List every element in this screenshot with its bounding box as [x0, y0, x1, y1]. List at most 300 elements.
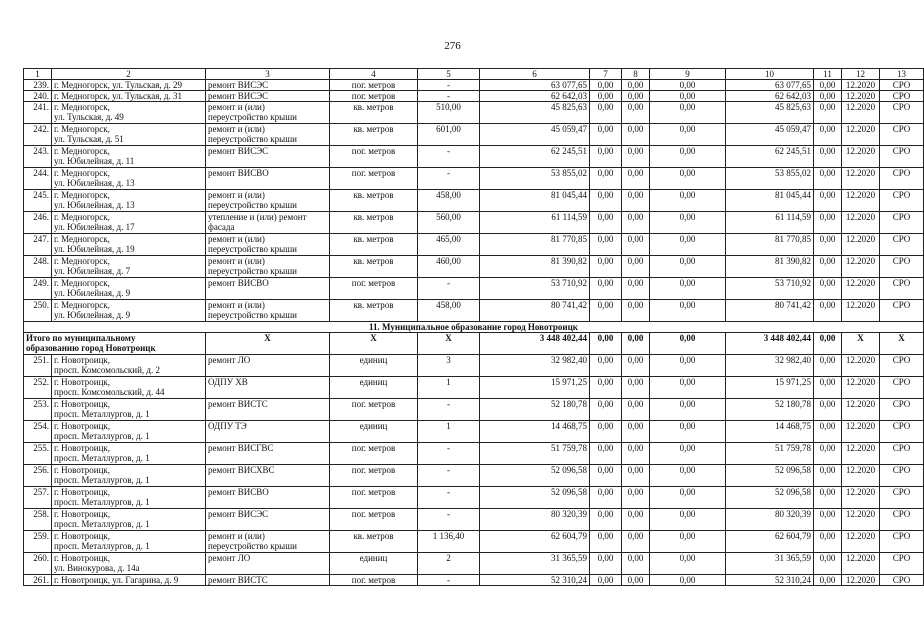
value-cell: 0,00 — [650, 443, 726, 465]
table-row — [24, 443, 924, 465]
value-cell: 0,00 — [650, 553, 726, 575]
work-type-cell — [206, 190, 330, 212]
deadline-cell: 12.2020 — [842, 278, 880, 300]
method-cell: СРО — [880, 146, 924, 168]
total-label-line: образованию город Новотроицк — [26, 343, 156, 353]
work-type-cell — [206, 421, 330, 443]
address-line: г. Медногорск, — [54, 234, 110, 244]
address-cell — [52, 146, 206, 168]
address-line: ул. Винокурова, д. 14а — [54, 563, 140, 573]
total-value: X — [842, 333, 880, 355]
cost-cell: 52 096,58 — [480, 487, 590, 509]
value-cell: 0,00 — [590, 91, 622, 102]
column-number: 1 — [24, 69, 52, 80]
work-type-line: ремонт и (или) — [208, 234, 265, 244]
work-type-cell — [206, 575, 330, 586]
address-line: г. Медногорск, — [54, 124, 110, 134]
method-cell: СРО — [880, 278, 924, 300]
value-cell: 0,00 — [650, 124, 726, 146]
work-type-cell — [206, 377, 330, 399]
work-type-cell — [206, 553, 330, 575]
quantity-cell: - — [418, 278, 480, 300]
value-cell: 0,00 — [814, 146, 842, 168]
cost-cell: 51 759,78 — [480, 443, 590, 465]
unit-cell: пог. метров — [330, 487, 418, 509]
work-type-cell — [206, 124, 330, 146]
page-number: 276 — [444, 40, 461, 52]
value-cell: 0,00 — [650, 509, 726, 531]
total-cost-cell: 80 741,42 — [726, 300, 814, 322]
address-line: просп. Металлургов, д. 1 — [54, 453, 150, 463]
value-cell: 0,00 — [590, 465, 622, 487]
address-line: г. Медногорск, ул. Тульская, д. 31 — [54, 91, 182, 101]
value-cell: 0,00 — [650, 377, 726, 399]
quantity-cell: 458,00 — [418, 300, 480, 322]
address-cell — [52, 168, 206, 190]
method-cell: СРО — [880, 256, 924, 278]
row-number: 243. — [24, 146, 52, 168]
value-cell: 0,00 — [814, 91, 842, 102]
address-line: г. Медногорск, — [54, 212, 110, 222]
value-cell: 0,00 — [590, 190, 622, 212]
quantity-cell: 3 — [418, 355, 480, 377]
value-cell: 0,00 — [814, 553, 842, 575]
cost-cell: 81 390,82 — [480, 256, 590, 278]
total-value: 0,00 — [590, 333, 622, 355]
quantity-cell: 1 136,40 — [418, 531, 480, 553]
work-type-line: ремонт и (или) — [208, 102, 265, 112]
table-row — [24, 399, 924, 421]
address-line: просп. Металлургов, д. 1 — [54, 431, 150, 441]
work-type-cell — [206, 256, 330, 278]
value-cell: 0,00 — [650, 190, 726, 212]
value-cell: 0,00 — [814, 102, 842, 124]
unit-cell: пог. метров — [330, 80, 418, 91]
quantity-cell: 560,00 — [418, 212, 480, 234]
value-cell: 0,00 — [650, 421, 726, 443]
table-row — [24, 146, 924, 168]
work-type-line: ремонт и (или) — [208, 256, 265, 266]
row-number: 241. — [24, 102, 52, 124]
deadline-cell: 12.2020 — [842, 146, 880, 168]
address-cell — [52, 300, 206, 322]
value-cell: 0,00 — [650, 80, 726, 91]
value-cell: 0,00 — [590, 102, 622, 124]
unit-cell: пог. метров — [330, 509, 418, 531]
unit-cell: кв. метров — [330, 300, 418, 322]
address-cell — [52, 575, 206, 586]
value-cell: 0,00 — [650, 91, 726, 102]
total-value: X — [330, 333, 418, 355]
address-line: г. Медногорск, — [54, 102, 110, 112]
cost-cell: 63 077,65 — [480, 80, 590, 91]
method-cell: СРО — [880, 234, 924, 256]
value-cell: 0,00 — [622, 487, 650, 509]
column-number: 13 — [880, 69, 924, 80]
value-cell: 0,00 — [622, 575, 650, 586]
value-cell: 0,00 — [622, 146, 650, 168]
value-cell: 0,00 — [814, 234, 842, 256]
table-row — [24, 190, 924, 212]
value-cell: 0,00 — [622, 278, 650, 300]
row-number: 247. — [24, 234, 52, 256]
work-type-line: ремонт ВИСЭС — [208, 509, 269, 519]
quantity-cell: 460,00 — [418, 256, 480, 278]
row-number: 240. — [24, 91, 52, 102]
value-cell: 0,00 — [590, 146, 622, 168]
work-type-cell — [206, 443, 330, 465]
total-cost-cell: 80 320,39 — [726, 509, 814, 531]
work-type-line: переустройство крыши — [208, 200, 297, 210]
address-line: ул. Тульская, д. 49 — [54, 112, 124, 122]
total-cost-cell: 51 759,78 — [726, 443, 814, 465]
work-type-line: ремонт и (или) — [208, 531, 265, 541]
deadline-cell: 12.2020 — [842, 91, 880, 102]
cost-cell: 45 059,47 — [480, 124, 590, 146]
row-number: 252. — [24, 377, 52, 399]
value-cell: 0,00 — [650, 487, 726, 509]
value-cell: 0,00 — [814, 124, 842, 146]
value-cell: 0,00 — [650, 278, 726, 300]
address-cell — [52, 553, 206, 575]
column-number: 6 — [480, 69, 590, 80]
value-cell: 0,00 — [590, 234, 622, 256]
deadline-cell: 12.2020 — [842, 190, 880, 212]
method-cell: СРО — [880, 487, 924, 509]
row-number: 242. — [24, 124, 52, 146]
address-cell — [52, 421, 206, 443]
table-row — [24, 465, 924, 487]
address-cell — [52, 399, 206, 421]
column-number: 3 — [206, 69, 330, 80]
work-type-cell — [206, 355, 330, 377]
quantity-cell: 1 — [418, 421, 480, 443]
unit-cell: пог. метров — [330, 278, 418, 300]
column-number: 2 — [52, 69, 206, 80]
value-cell: 0,00 — [650, 355, 726, 377]
value-cell: 0,00 — [650, 575, 726, 586]
value-cell: 0,00 — [590, 377, 622, 399]
table-row — [24, 234, 924, 256]
cost-cell: 15 971,25 — [480, 377, 590, 399]
value-cell: 0,00 — [650, 531, 726, 553]
deadline-cell: 12.2020 — [842, 102, 880, 124]
cost-cell: 61 114,59 — [480, 212, 590, 234]
address-line: просп. Металлургов, д. 1 — [54, 497, 150, 507]
value-cell: 0,00 — [650, 168, 726, 190]
quantity-cell: - — [418, 443, 480, 465]
address-line: г. Новотроицк, — [54, 553, 111, 563]
work-type-cell — [206, 212, 330, 234]
address-line: просп. Комсомольский, д. 2 — [54, 365, 161, 375]
row-number: 257. — [24, 487, 52, 509]
address-line: г. Новотроицк, ул. Гагарина, д. 9 — [54, 575, 179, 585]
work-type-line: ремонт ВИСТС — [208, 575, 268, 585]
work-type-line: ремонт и (или) — [208, 300, 265, 310]
value-cell: 0,00 — [622, 212, 650, 234]
quantity-cell: 1 — [418, 377, 480, 399]
total-value: 0,00 — [814, 333, 842, 355]
total-cost-cell: 45 825,63 — [726, 102, 814, 124]
cost-cell: 31 365,59 — [480, 553, 590, 575]
table-row — [24, 300, 924, 322]
value-cell: 0,00 — [622, 256, 650, 278]
total-cost-cell: 52 096,58 — [726, 487, 814, 509]
work-type-cell — [206, 168, 330, 190]
total-value: 0,00 — [622, 333, 650, 355]
table-row — [24, 421, 924, 443]
value-cell: 0,00 — [814, 190, 842, 212]
method-cell: СРО — [880, 421, 924, 443]
row-number: 254. — [24, 421, 52, 443]
method-cell: СРО — [880, 509, 924, 531]
work-type-line: фасада — [208, 222, 235, 232]
value-cell: 0,00 — [622, 355, 650, 377]
address-line: ул. Юбилейная, д. 9 — [54, 288, 131, 298]
total-value: 3 448 402,44 — [726, 333, 814, 355]
value-cell: 0,00 — [814, 300, 842, 322]
address-cell — [52, 234, 206, 256]
value-cell: 0,00 — [814, 443, 842, 465]
value-cell: 0,00 — [590, 80, 622, 91]
work-type-cell — [206, 300, 330, 322]
value-cell: 0,00 — [814, 355, 842, 377]
unit-cell: кв. метров — [330, 234, 418, 256]
deadline-cell: 12.2020 — [842, 212, 880, 234]
total-cost-cell: 52 180,78 — [726, 399, 814, 421]
value-cell: 0,00 — [622, 553, 650, 575]
column-number: 9 — [650, 69, 726, 80]
table-row — [24, 553, 924, 575]
work-type-line: ремонт ВИСВО — [208, 168, 269, 178]
quantity-cell: - — [418, 487, 480, 509]
address-cell — [52, 443, 206, 465]
deadline-cell: 12.2020 — [842, 421, 880, 443]
value-cell: 0,00 — [650, 465, 726, 487]
method-cell: СРО — [880, 575, 924, 586]
quantity-cell: - — [418, 509, 480, 531]
table-row — [24, 124, 924, 146]
unit-cell: пог. метров — [330, 91, 418, 102]
work-type-line: ремонт и (или) — [208, 190, 265, 200]
method-cell: СРО — [880, 465, 924, 487]
value-cell: 0,00 — [590, 278, 622, 300]
cost-cell: 52 180,78 — [480, 399, 590, 421]
work-type-cell — [206, 509, 330, 531]
value-cell: 0,00 — [814, 421, 842, 443]
value-cell: 0,00 — [814, 487, 842, 509]
work-type-cell — [206, 102, 330, 124]
unit-cell: кв. метров — [330, 212, 418, 234]
work-type-line: ремонт ЛО — [208, 355, 251, 365]
value-cell: 0,00 — [814, 80, 842, 91]
address-line: просп. Металлургов, д. 1 — [54, 409, 150, 419]
total-cost-cell: 81 045,44 — [726, 190, 814, 212]
work-type-cell — [206, 80, 330, 91]
value-cell: 0,00 — [622, 234, 650, 256]
value-cell: 0,00 — [650, 146, 726, 168]
value-cell: 0,00 — [622, 190, 650, 212]
value-cell: 0,00 — [622, 465, 650, 487]
row-number: 250. — [24, 300, 52, 322]
address-line: г. Медногорск, — [54, 278, 110, 288]
work-type-line: ремонт ВИСВО — [208, 487, 269, 497]
column-number: 7 — [590, 69, 622, 80]
quantity-cell: - — [418, 465, 480, 487]
total-cost-cell: 32 982,40 — [726, 355, 814, 377]
cost-cell: 62 642,03 — [480, 91, 590, 102]
value-cell: 0,00 — [590, 575, 622, 586]
work-type-line: ОДПУ ТЭ — [208, 421, 247, 431]
deadline-cell: 12.2020 — [842, 80, 880, 91]
table-row — [24, 278, 924, 300]
method-cell: СРО — [880, 553, 924, 575]
value-cell: 0,00 — [814, 256, 842, 278]
address-line: просп. Комсомольский, д. 44 — [54, 387, 165, 397]
value-cell: 0,00 — [622, 531, 650, 553]
deadline-cell: 12.2020 — [842, 443, 880, 465]
value-cell: 0,00 — [622, 80, 650, 91]
value-cell: 0,00 — [590, 256, 622, 278]
deadline-cell: 12.2020 — [842, 355, 880, 377]
deadline-cell: 12.2020 — [842, 531, 880, 553]
cost-cell: 80 741,42 — [480, 300, 590, 322]
address-line: г. Новотроицк, — [54, 509, 111, 519]
work-type-line: ремонт ВИСЭС — [208, 146, 269, 156]
deadline-cell: 12.2020 — [842, 487, 880, 509]
table-row — [24, 102, 924, 124]
cost-cell: 52 310,24 — [480, 575, 590, 586]
address-line: г. Новотроицк, — [54, 487, 111, 497]
quantity-cell: - — [418, 146, 480, 168]
work-type-cell — [206, 399, 330, 421]
table-row — [24, 377, 924, 399]
unit-cell: пог. метров — [330, 146, 418, 168]
row-number: 239. — [24, 80, 52, 91]
address-cell — [52, 102, 206, 124]
row-number: 258. — [24, 509, 52, 531]
deadline-cell: 12.2020 — [842, 300, 880, 322]
column-number: 8 — [622, 69, 650, 80]
table-row — [24, 509, 924, 531]
unit-cell: пог. метров — [330, 575, 418, 586]
method-cell: СРО — [880, 124, 924, 146]
work-type-line: ремонт ВИСЭС — [208, 91, 269, 101]
row-number: 259. — [24, 531, 52, 553]
total-cost-cell: 81 770,85 — [726, 234, 814, 256]
table-row — [24, 355, 924, 377]
value-cell: 0,00 — [590, 553, 622, 575]
value-cell: 0,00 — [622, 377, 650, 399]
work-type-line: переустройство крыши — [208, 541, 297, 551]
address-line: г. Медногорск, — [54, 168, 110, 178]
deadline-cell: 12.2020 — [842, 377, 880, 399]
work-type-line: переустройство крыши — [208, 310, 297, 320]
method-cell: СРО — [880, 168, 924, 190]
value-cell: 0,00 — [650, 300, 726, 322]
address-cell — [52, 377, 206, 399]
deadline-cell: 12.2020 — [842, 124, 880, 146]
address-line: просп. Металлургов, д. 1 — [54, 519, 150, 529]
unit-cell: пог. метров — [330, 168, 418, 190]
method-cell: СРО — [880, 91, 924, 102]
program-table — [23, 68, 924, 586]
address-line: г. Медногорск, ул. Тульская, д. 29 — [54, 80, 182, 90]
column-number: 12 — [842, 69, 880, 80]
value-cell: 0,00 — [814, 509, 842, 531]
address-line: г. Медногорск, — [54, 300, 110, 310]
address-cell — [52, 465, 206, 487]
value-cell: 0,00 — [650, 399, 726, 421]
work-type-line: ремонт и (или) — [208, 124, 265, 134]
table-row — [24, 80, 924, 91]
unit-cell: пог. метров — [330, 465, 418, 487]
cost-cell: 14 468,75 — [480, 421, 590, 443]
value-cell: 0,00 — [814, 399, 842, 421]
work-type-line: ОДПУ ХВ — [208, 377, 248, 387]
address-line: г. Новотроицк, — [54, 531, 111, 541]
unit-cell: единиц — [330, 421, 418, 443]
table-body — [24, 69, 924, 586]
value-cell: 0,00 — [622, 300, 650, 322]
unit-cell: единиц — [330, 553, 418, 575]
address-line: ул. Юбилейная, д. 9 — [54, 310, 131, 320]
unit-cell: пог. метров — [330, 443, 418, 465]
deadline-cell: 12.2020 — [842, 168, 880, 190]
column-number: 4 — [330, 69, 418, 80]
address-line: г. Медногорск, — [54, 256, 110, 266]
work-type-line: утепление и (или) ремонт — [208, 212, 307, 222]
total-label-line: Итого по муниципальному — [26, 333, 136, 343]
work-type-line: ремонт ВИСВО — [208, 278, 269, 288]
address-line: г. Новотроицк, — [54, 443, 111, 453]
cost-cell: 45 825,63 — [480, 102, 590, 124]
address-line: г. Новотроицк, — [54, 377, 111, 387]
total-cost-cell: 53 710,92 — [726, 278, 814, 300]
value-cell: 0,00 — [814, 168, 842, 190]
total-cost-cell: 62 604,79 — [726, 531, 814, 553]
address-line: ул. Юбилейная, д. 17 — [54, 222, 135, 232]
total-cost-cell: 52 310,24 — [726, 575, 814, 586]
quantity-cell: 510,00 — [418, 102, 480, 124]
unit-cell: кв. метров — [330, 531, 418, 553]
cost-cell: 80 320,39 — [480, 509, 590, 531]
work-type-cell — [206, 487, 330, 509]
work-type-line: ремонт ВИСГВС — [208, 443, 274, 453]
unit-cell: кв. метров — [330, 124, 418, 146]
row-number: 251. — [24, 355, 52, 377]
quantity-cell: - — [418, 80, 480, 91]
value-cell: 0,00 — [590, 355, 622, 377]
work-type-line: переустройство крыши — [208, 244, 297, 254]
total-value: X — [206, 333, 330, 355]
total-cost-cell: 45 059,47 — [726, 124, 814, 146]
method-cell: СРО — [880, 443, 924, 465]
row-number: 246. — [24, 212, 52, 234]
value-cell: 0,00 — [590, 124, 622, 146]
deadline-cell: 12.2020 — [842, 234, 880, 256]
work-type-cell — [206, 91, 330, 102]
address-line: г. Медногорск, — [54, 146, 110, 156]
table-row — [24, 212, 924, 234]
section-heading-row — [24, 322, 924, 333]
value-cell: 0,00 — [590, 212, 622, 234]
deadline-cell: 12.2020 — [842, 575, 880, 586]
work-type-line: переустройство крыши — [208, 112, 297, 122]
table-row — [24, 531, 924, 553]
deadline-cell: 12.2020 — [842, 509, 880, 531]
quantity-cell: - — [418, 91, 480, 102]
